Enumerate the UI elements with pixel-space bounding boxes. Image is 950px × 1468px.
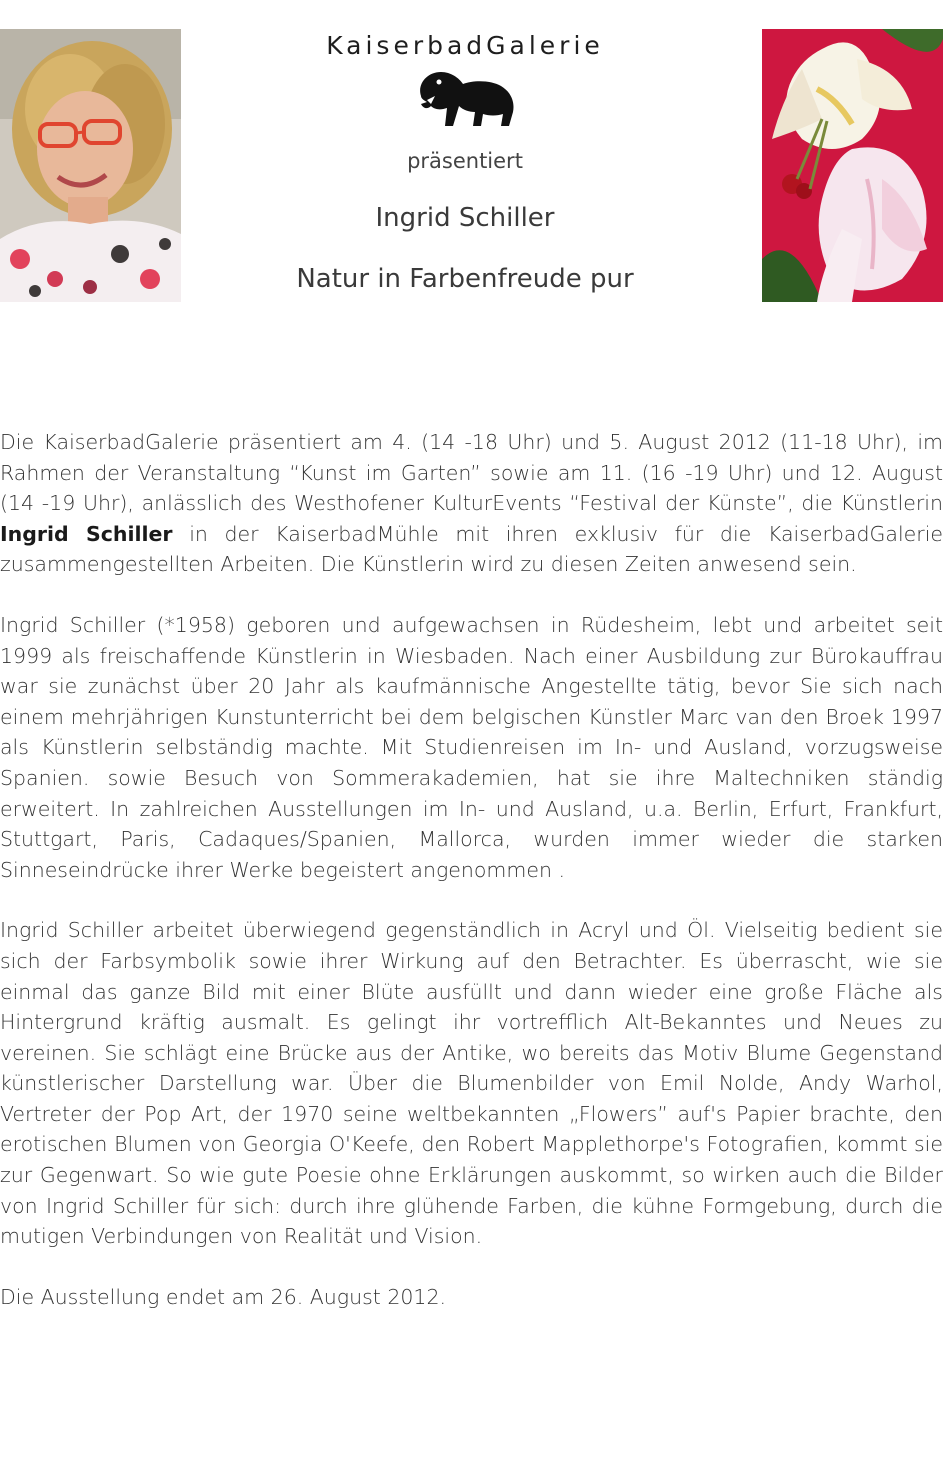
artist-name: Ingrid Schiller (375, 203, 555, 233)
lion-icon (413, 66, 517, 130)
paragraph-intro (0, 427, 943, 580)
presents-label: präsentiert (407, 149, 523, 173)
exhibition-title: Natur in Farbenfreude pur (296, 264, 634, 294)
artist-portrait-image (0, 29, 181, 302)
gallery-name: KaiserbadGalerie (326, 31, 604, 60)
paragraph-biography: Ingrid Schiller (*1958) geboren und aufgewachsen in Rüdesheim, lebt und arbeitet seit 1999 als freischaffende Künstlerin in Wiesbaden. Nach einer Ausbildung zur Bürokauffrau war sie zunächst über 20 Jahr als kaufmännische Angestellte tätig, bevor Sie sich nach einem mehrjährigen Kunstunterricht bei dem belgischen Künstler Marc van den Broek 1997 als Künstlerin selbständig machte. Mit Studienreisen im In- und Ausland, vorzugsweise Spanien. sowie Besuch von Sommerakademien, hat sie ihre Maltechniken ständig erweitert. In zahlreichen Ausstellungen im In- und Ausland, u.a. Berlin, Erfurt, Frankfurt, Stuttgart, Paris, Cadaques/Spanien, Mallorca, wurden immer wieder die starken Sinneseindrücke ihrer Werke begeistert angenommen . (0, 612, 943, 882)
intro-text-start: Die KaiserbadGalerie präsentiert am 4. (14 -18 Uhr) und 5. August 2012 (11-18 Uhr), im Rahmen der Veranstaltung “Kunst im Garten” sowie am 11. (16 -19 Uhr) und 12. August (14 -19 Uhr), anlässlich des Westhofener KulturEvents “Festival der Künste”, die Künstlerin (0, 430, 943, 516)
artist-name-inline: Ingrid Schiller (0, 521, 173, 546)
intro-text-end: in der KaiserbadMühle mit ihren exklusiv für die KaiserbadGalerie zusammengestellten Arbeiten. Die Künstlerin wird zu diesen Zeiten anwesend sein. (0, 521, 944, 577)
exhibition-description (0, 427, 943, 1342)
paragraph-end-date: Die Ausstellung endet am 26. August 2012. (0, 1284, 447, 1309)
paragraph-artistic-style: Ingrid Schiller arbeitet überwiegend gegenständlich in Acryl und Öl. Vielseitig bedient sie sich der Farbsymbolik sowie ihrer Wirkung auf den Betrachter. Es überrascht, wie sie einmal das ganze Bild mit einer Blüte ausfüllt und dann wieder eine große Fläche als Hintergrund kräftig ausmalt. Es gelingt ihr vortrefflich Alt-Bekanntes und Neues zu vereinen. Sie schlägt eine Brücke aus der Antike, wo bereits das Motiv Blume Gegenstand künstlerischer Darstellung war. Über die Blumenbilder von Emil Nolde, Andy Warhol, Vertreter der Pop Art, der 1970 seine weltbekannten „Flowers” auf's Papier brachte, den erotischen Blumen von Georgia O'Keefe, den Robert Mapplethorpe's Fotografien, kommt sie zur Gegenwart. So wie gute Poesie ohne Erklärungen auskommt, so wirken auch die Bilder von Ingrid Schiller für sich: durch ihre glühende Farben, die kühne Formgebung, durch die mutigen Verbindungen von Realität und Vision. (0, 918, 943, 1249)
lily-painting-image (762, 29, 943, 302)
